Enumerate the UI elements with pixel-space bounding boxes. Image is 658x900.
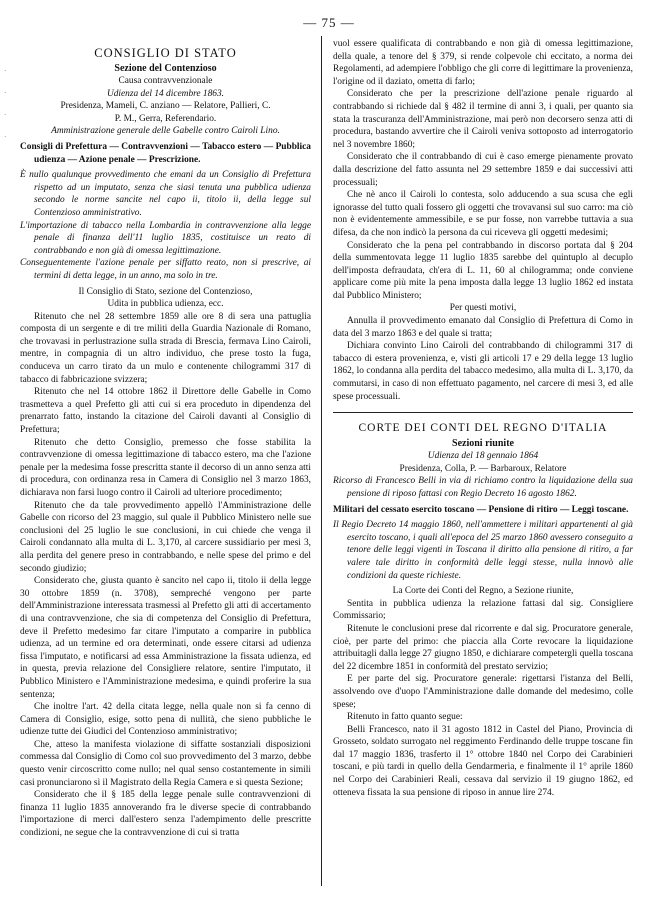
paragraph: Ritenuto che nel 28 settembre 1859 alle ore 8 di sera una pattuglia composta di un sergente e di tre militi della Guardia Nazionale di Romano, che trovavasi in perlustrazione sulla strada di Brescia, fermava Lino Cairoli, mentre, in compagnia di un altro individuo, che prese tosto la fuga, conduceva un carro tirato da un mulo e contenente chilogrammi 317 di tabacco di fabbricazione svizzera; bbox=[20, 311, 311, 385]
section-riunite: Sezioni riunite bbox=[452, 438, 514, 450]
paragraph: Che, atteso la manifesta violazione di siffatte sostanziali disposizioni commessa dal Consiglio di Como col suo provvedimento del 3 marzo, debbe questo venir circoscritto come nullo; nel qual senso costantemente in simili casi pronunciarono sì il Magistrato della Regia Camera e sì questa Sezione; bbox=[20, 739, 311, 788]
section-divider bbox=[333, 412, 633, 413]
column-divider bbox=[321, 36, 322, 886]
binding-marks: · · · · bbox=[4, 67, 7, 141]
heard-line-2: Sentita in pubblica udienza la relazione fattasi dal sig. Consigliere Commissario; bbox=[333, 598, 633, 622]
paragraph: Considerato che la pena pel contrabbando in discorso portata dal § 204 della summentovata legge 11 luglio 1835 sarebbe del quintuplo al decuplo dell'imposta defraudata, ch'era di L. 11, 60 al chilogramma; onde conviene applicare come più mite la pena imposta dalla legge 13 luglio 1862 ed instata dal Pubblico Ministero; bbox=[333, 240, 633, 301]
presidenza-2: Presidenza, Colla, P. — Barbaroux, Relatore bbox=[399, 463, 567, 474]
paragraph: Belli Francesco, nato il 31 agosto 1812 in Castel del Piano, Provincia di Grosseto, soldato surrogato nel reggimento Ferdinando delle truppe toscane fin dal 17 maggio 1836, trasferto il 1° ottobre 1840 nel Corpo dei Carabinieri toscani, e più tardi in quello della Gendarmeria, e finalmente il 1° aprile 1860 nel Corpo dei Carabinieri Reali, cessava dal servizio il 19 giugno 1862, ed otteneva fissata la sua pensione di riposo in annue lire 274. bbox=[333, 724, 633, 798]
paragraph: Considerato che, giusta quanto è sancito nel capo ii, titolo ii della legge 30 ottobre 1859 (n. 3708), sempreché vengono per parte dell'Amministrazione interessata trasmessi al Prefetto gli atti di accertamento di una contravvenzione, che sia di competenza del Consiglio di Prefettura, deve il Prefetto medesimo far citare l'imputato a comparire in pubblica udienza, ad un termine ed ora determinati, onde essere citarsi ad udienza fissa l'imputato, e notificarsi ad essa Amministrazione la fissata udienza, ed in questa, previa relazione del Consigliere relatore, sentire l'imputato, il Pubblico Ministero e l'Amministrazione medesima, e quindi proferire la sua sentenza; bbox=[20, 576, 311, 700]
paragraph: Considerato che per la prescrizione dell'azione penale riguardo al contrabbando si richiede dal § 482 il termine di anni 3, i quali, per quanto sia stata la trascuranza dell'Amministrazione, mai però non decorsero senza atti di procedura, bastando avvertire che il Cairoli veniva sottoposto ad interrogatorio nel 3 novembre 1860; bbox=[333, 89, 633, 150]
keywords: Consigli di Prefettura — Contravvenzioni — Tabacco estero — Pubblica udienza — Azione penale — Prescrizione. bbox=[20, 141, 311, 165]
udienza-date: Udienza del 14 dicembre 1863. bbox=[106, 88, 225, 99]
right-column bbox=[333, 38, 633, 799]
title-consiglio: CONSIGLIO DI STATO bbox=[94, 46, 237, 60]
page-number: — 75 — bbox=[303, 15, 355, 30]
paragraph: Che inoltre l'art. 42 della citata legge, nella quale non si fa cenno di Camera di Consiglio, esige, sotto pena di nullità, che sieno pubbliche le udienze tutte dei Giudici del Contenzioso amministrativo; bbox=[20, 702, 311, 738]
paragraph: Ritenuto che nel 14 ottobre 1862 il Direttore delle Gabelle in Como trasmetteva a quel Prefetto gli atti cui si era proceduto in dipendenza del prenarrato fatto, instando la citazione del Cairoli davanti al Consiglio di Prefettura; bbox=[20, 387, 311, 436]
paragraph: Annulla il provvedimento emanato dal Consiglio di Prefettura di Como in data del 3 marzo 1863 e del quale si tratta; bbox=[333, 316, 633, 339]
causa-label: Causa contravvenzionale bbox=[118, 76, 213, 86]
paragraph: Dichiara convinto Lino Cairoli del contrabbando di chilogrammi 317 di tabacco di estera provenienza, e, visti gli articoli 17 e 29 della legge 13 luglio 1862, lo condanna alla perdita del tabacco medesimo, alla multa di L. 3,170, da commutarsi, in caso di non effettuato pagamento, nel carcere di mesi 3, ed alle spese processuali. bbox=[333, 341, 633, 402]
ricorso: Ricorso di Francesco Belli in via di richiamo contro la liquidazione della sua pensione di riposo fattasi con Regio Decreto 16 agosto 1862. bbox=[333, 476, 633, 499]
paragraph: vuol essere qualificata di contrabbando e non già di omessa legittimazione, della quale, a tenore del § 379, si rende colpevole chi eccitato, a norma dei Regolamenti, ad adempiere l'obbligo che gli corre di legittimare la provenienza, l'origine od il daziato, ometta di farlo; bbox=[333, 39, 633, 87]
maxim-3: Conseguentemente l'azione penale per siffatto reato, non si prescrive, ai termini di detta legge, in un anno, ma solo in tre. bbox=[20, 258, 311, 281]
maxim-1: È nullo qualunque provvedimento che emani da un Consiglio di Prefettura rispetto ad un imputato, senza che siasi tenuta una pubblica udienza secondo le norme sancite nel capo ii, titolo ii, della legge sul Contenzioso amministrativo. bbox=[20, 170, 311, 218]
left-column bbox=[20, 38, 311, 840]
title-corte-conti: CORTE DEI CONTI DEL REGNO D'ITALIA bbox=[358, 422, 608, 435]
paragraph: Ritenute le conclusioni prese dal ricorrente e dal sig. Procuratore generale, cioè, per parte del primo: che piaccia alla Corte revocare la liquidazione attribuitagli dalla legge 27 giugno 1850, e dichiarare competergli quella toscana del 22 dicembre 1851 in conformità del prestato servizio; bbox=[333, 623, 633, 672]
paragraph: Ritenuto che da tale provvedimento appellò l'Amministrazione delle Gabelle con ricorso del 23 maggio, sul quale il Pubblico Ministero nelle sue conclusioni del 25 luglio le sue conclusioni, in cui chiede che venga il Cairoli condannato alla multa di L. 3,170, al carcere sussidiario per mesi 3, alla perdita del genere preso in contrabbando, e nelle spese del primo e del secondo giudizio; bbox=[20, 500, 311, 574]
paragraph: Ritenuto in fatto quanto segue: bbox=[347, 712, 463, 723]
parties: Amministrazione generale delle Gabelle contro Cairoli Lino. bbox=[51, 126, 280, 137]
court-heading: Il Consiglio di Stato, sezione del Contenzioso, bbox=[78, 286, 253, 297]
pubblico-ministero: P. M., Gerra, Referendario. bbox=[114, 113, 217, 124]
maxim-4: Il Regio Decreto 14 maggio 1860, nell'ammettere i militari appartenenti al già esercito toscano, i quali all'epoca del 25 marzo 1860 avessero conseguito a tenore delle leggi vigenti in Toscana il diritto alla pensione di ritiro, a far valere tale diritto in conformità delle leggi stesse, nulla innovò alle condizioni da queste richieste. bbox=[333, 520, 633, 581]
presidenza: Presidenza, Mameli, C. anziano — Relatore, Pallieri, C. bbox=[60, 101, 271, 112]
per-motivi: Per questi motivi, bbox=[449, 303, 517, 314]
heard-line: Udita in pubblica udienza, ecc. bbox=[107, 299, 224, 310]
udienza-date-2: Udienza del 18 gennaio 1864 bbox=[427, 451, 539, 462]
paragraph: Considerato che il § 185 della legge penale sulle contravvenzioni di finanza 11 luglio 1835 annoverando fra le diverse specie di contrabbando l'importazione di merci dall'estero senza l'adempimento delle prescritte condizioni, ne segue che la contravvenzione di cui si tratta bbox=[20, 790, 311, 839]
section-contenzioso: Sezione del Contenzioso bbox=[114, 63, 217, 74]
paragraph: Considerato che il contrabbando di cui è caso emerge pienamente provato dalla descrizione del fatto assunta nel 29 settembre 1859 e dai successivi atti processuali; bbox=[333, 152, 633, 188]
court-heading-2: La Corte dei Conti del Regno, a Sezione riunite, bbox=[392, 586, 574, 597]
paragraph: Che nè anco il Cairoli lo contesta, solo adducendo a sua scusa che egli ignorasse del tutto quali fossero gli oggetti che trovavansi sul suo carro: ma ciò non è evidentemente ammessibile, e se pur fosse, non varrebbe tuttavia a sua difesa, da che non indicò la persona da cui riceveva gli oggetti medesimi; bbox=[333, 190, 633, 238]
paragraph: E per parte del sig. Procuratore generale: rigettarsi l'istanza del Belli, assolvendo ove d'uopo l'Amministrazione dalle domande del medesimo, colle spese; bbox=[333, 674, 633, 710]
maxim-2: L'importazione di tabacco nella Lombardia in contravvenzione alla legge penale di finanza dell'11 luglio 1835, costituisce un reato di contrabbando e non già di omessa legittimazione. bbox=[20, 220, 311, 256]
keywords-2: Militari del cessato esercito toscano — Pensione di ritiro — Leggi toscane. bbox=[333, 504, 629, 515]
paragraph: Ritenuto che detto Consiglio, premesso che fosse stabilita la contravvenzione di omessa legittimazione di tabacco estero, ma che l'azione penale per la medesima fosse prescritta stante il decorso di un anno senza atti di procedura, con ordinanza resa in Camera di Consiglio nel 3 marzo 1863, dichiarava non farsi luogo contro il Cairoli ad ulteriore procedimento; bbox=[20, 437, 311, 498]
